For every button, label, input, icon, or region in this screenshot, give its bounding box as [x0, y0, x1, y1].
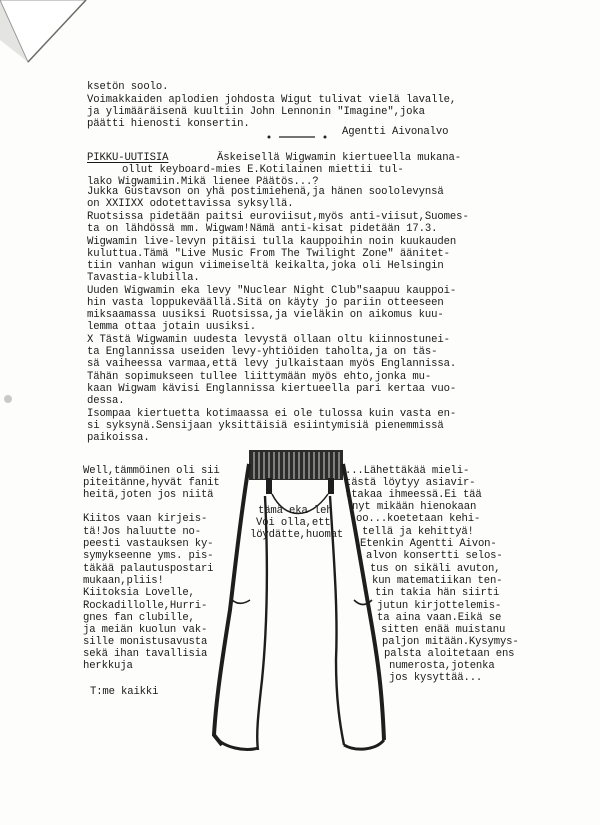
left-line: herkkuja	[83, 660, 133, 672]
left-line: Kiitoksia Lovelle,	[83, 587, 195, 599]
news-line: lako Wigwamiin.Mikä lienee Päätös...?	[87, 176, 319, 188]
news-line: miksaamassa uusiksi Ruotsissa,ja vieläkin on aikomus kuu-	[87, 309, 444, 321]
news-line: ta Englannissa useiden levy-yhtiöiden taholta,ja on täs-	[87, 346, 438, 358]
news-line: lemma ottaa jotain uusiksi.	[87, 321, 256, 333]
left-line: heitä,joten jos niitä	[83, 489, 214, 501]
news-line: hin vasta loppukeväällä.Sitä on käyty jo pariin otteeseen	[87, 297, 444, 309]
intro-line: ja ylimääräisenä kuultiin John Lennonin "Imagine",joka	[87, 106, 425, 118]
left-line: sille monistusavusta	[83, 636, 208, 648]
news-line: kaan Wigwam kävisi Englannissa kiertueella pari kertaa vuo-	[87, 383, 457, 395]
right-line: ta aina vaan.Eikä se	[377, 612, 502, 624]
news-line: Tavastia-klubilla.	[87, 272, 200, 284]
news-line: tiin vanhan wigun viimeiseltä keikalta,joka oli Helsingin	[87, 260, 444, 272]
left-line: T:me kaikki	[90, 686, 159, 698]
right-line: tus on sikäli avuton,	[370, 563, 501, 575]
news-line: X Tästä Wigwamin uudesta levystä ollaan oltu kiinnostunei-	[87, 334, 450, 346]
mid-line: Voi olla,ett	[256, 517, 331, 529]
right-line: numerosta,jotenka	[389, 660, 495, 672]
news-line: ta on lähdössä mm. Wigwam!Nämä anti-kisat pidetään 17.3.	[87, 223, 438, 235]
intro-line: ksetön soolo.	[87, 81, 169, 93]
right-line: sitten enää muistanu	[381, 624, 506, 636]
right-line: Etenkin Agentti Aivon-	[360, 538, 497, 550]
news-line: si syksynä.Sensijaan yksittäisiä esiintymisiä pienemmissä	[87, 420, 444, 432]
left-line: Rockadillolle,Hurri-	[83, 600, 208, 612]
news-line: Jukka Gustavson on yhä postimiehenä,ja hänen soololevynsä	[87, 186, 444, 198]
right-line: paljon mitään.Kysymys-	[382, 636, 519, 648]
news-line: paikoissa.	[87, 432, 150, 444]
news-line: kuluttua.Tämä "Live Music From The Twilight Zone" äänitet-	[87, 248, 450, 260]
mid-line: tämä eka leh	[258, 505, 333, 517]
right-line: ttakaa ihmeessä.Ei tää	[345, 489, 482, 501]
right-line: oo...koetetaan kehi-	[356, 513, 481, 525]
news-line: ollut keyboard-mies E.Kotilainen miettii tul-	[122, 164, 404, 176]
intro-line: päätti hienosti konsertin.	[87, 118, 250, 130]
left-line: Kiitos vaan kirjeis-	[83, 513, 208, 525]
right-line: jos kysyttää...	[389, 672, 483, 684]
news-line: Äskeisellä Wigwamin kiertueella mukana-	[217, 152, 462, 164]
left-line: mukaan,pliis!	[83, 575, 164, 587]
left-line: piteitänne,hyvät fanit	[83, 477, 220, 489]
news-line: Wigwamin live-levyn pitäisi tulla kauppoihin noin kuukauden	[87, 236, 457, 248]
signature: Agentti Aivonalvo	[342, 126, 449, 138]
right-line: jutun kirjottelemis-	[377, 600, 502, 612]
left-line: gnes fan clubille,	[83, 612, 195, 624]
news-line: dessa.	[87, 395, 125, 407]
news-line: Tähän sopimukseen tullee liittymään myös ehto,jonka mu-	[87, 371, 432, 383]
news-line: Isompaa kiertuetta kotimaassa ei ole tulossa kuin vasta en-	[87, 408, 457, 420]
left-line: täkää palautuspostari	[83, 563, 214, 575]
left-line: symykseenne yms. pis-	[83, 550, 214, 562]
left-line: sekä ihan tavallisia	[83, 648, 208, 660]
left-line: ja meiän kuolun vak-	[83, 624, 208, 636]
right-line: ...Lähettäkää mieli-	[345, 465, 470, 477]
right-line: palsta aloitetaan ens	[384, 648, 515, 660]
right-line: tin takia hän siirti	[375, 587, 500, 599]
right-line: alvon konsertti selos-	[366, 550, 503, 562]
mid-line: löydätte,huomat	[250, 529, 344, 541]
right-line: kun matematiikan ten-	[372, 575, 503, 587]
news-heading: PIKKU-UUTISIA	[87, 152, 169, 164]
left-line: Well,tämmöinen oli sii	[83, 465, 220, 477]
news-line: sä vaiheessa varmaa,että levy julkaistaan myös Englannissa.	[87, 358, 457, 370]
left-line: peesti vastauksen ky-	[83, 538, 214, 550]
news-line: Ruotsissa pidetään paitsi euroviisut,myös anti-viisut,Suomes-	[87, 211, 469, 223]
news-line: Uuden Wigwamin eka levy "Nuclear Night Club"saapuu kauppoi-	[87, 285, 457, 297]
right-line: nyt mikään hienokaan	[352, 501, 477, 513]
left-line: tä!Jos haluutte no-	[83, 526, 201, 538]
intro-line: Voimakkaiden aplodien johdosta Wigut tulivat vielä lavalle,	[87, 94, 457, 106]
right-line: tellä ja kehittyä!	[362, 526, 474, 538]
news-line: on XXIIXX odotettavissa syksyllä.	[87, 198, 294, 210]
right-line: tästä löytyy asiavir-	[345, 477, 476, 489]
